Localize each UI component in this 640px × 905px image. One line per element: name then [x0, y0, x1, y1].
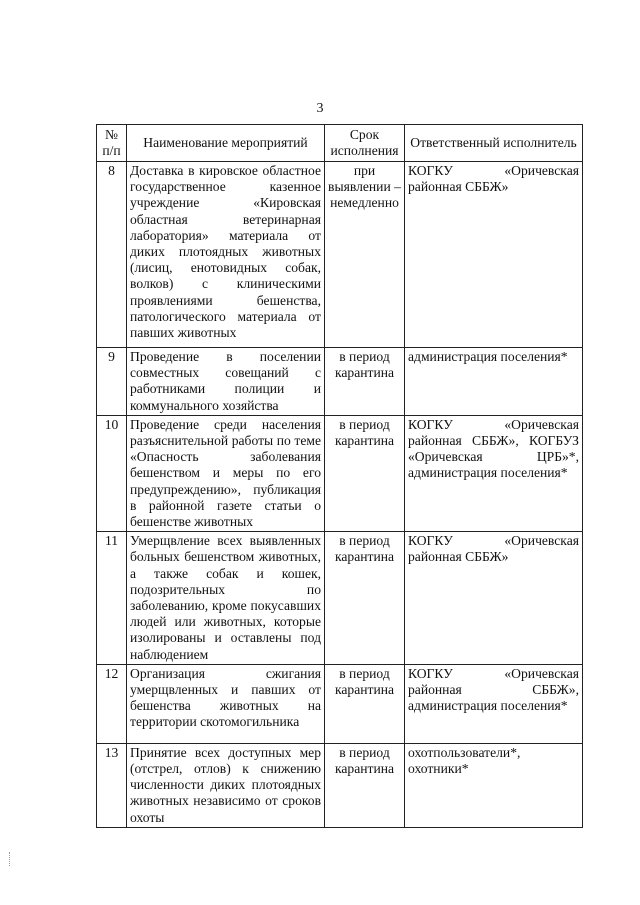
table-row: [97, 348, 583, 416]
responsible: КОГКУ «Оричевская районная СББЖ»: [405, 162, 583, 348]
margin-mark: [9, 852, 11, 866]
table-row: [97, 664, 583, 743]
row-number: 9: [97, 348, 127, 416]
responsible: КОГКУ «Оричевская районная СББЖ», администрация поселения*: [405, 664, 583, 743]
row-number: 12: [97, 664, 127, 743]
row-number: 11: [97, 532, 127, 665]
term: при выявлении – немедленно: [325, 162, 405, 348]
page-number: 3: [316, 101, 324, 116]
term: в период карантина: [325, 664, 405, 743]
header-measure-name: Наименование мероприятий: [127, 125, 325, 162]
table-row: [97, 162, 583, 348]
responsible: КОГКУ «Оричевская районная СББЖ», КОГБУЗ «Оричевская ЦРБ»*, администрация поселения*: [405, 415, 583, 531]
table-row: [97, 532, 583, 665]
responsible: охотпользователи*, охотники*: [405, 743, 583, 827]
header-responsible: Ответственный исполнитель: [405, 125, 583, 162]
term: в период карантина: [325, 532, 405, 665]
responsible: КОГКУ «Оричевская районная СББЖ»: [405, 532, 583, 665]
header-term: Срок исполнения: [325, 125, 405, 162]
responsible: администрация поселения*: [405, 348, 583, 416]
measure-name: Принятие всех доступных мер (отстрел, отлов) к снижению численности диких плотоядных животных независимо от сроков охоты: [127, 743, 325, 827]
table-header-row: [97, 125, 583, 162]
row-number: 8: [97, 162, 127, 348]
term: в период карантина: [325, 743, 405, 827]
row-number: 10: [97, 415, 127, 531]
header-number: № п/п: [97, 125, 127, 162]
measure-name: Проведение в поселении совместных совещаний с работниками полиции и коммунального хозяйства: [127, 348, 325, 416]
row-number: 13: [97, 743, 127, 827]
measure-name: Доставка в кировское областное государственное казенное учреждение «Кировская областная ветеринарная лаборатория» материала от диких плотоядных животных (лисиц, енотовидных собак, волков) с клиническими проявлениями бешенства, патологического материала от павших животных: [127, 162, 325, 348]
table-row: [97, 743, 583, 827]
table-row: [97, 415, 583, 531]
term: в период карантина: [325, 415, 405, 531]
measure-name: Умерщвление всех выявленных больных бешенством животных, а также собак и кошек, подозрительных по заболеванию, кроме покусавших людей или животных, которые изолированы и оставлены под наблюдением: [127, 532, 325, 665]
measure-name: Организация сжигания умерщвленных и павших от бешенства животных на территории скотомогильника: [127, 664, 325, 743]
term: в период карантина: [325, 348, 405, 416]
measure-name: Проведение среди населения разъяснительной работы по теме «Опасность заболевания бешенством и меры по его предупреждению», публикация в районной газете статьи о бешенстве животных: [127, 415, 325, 531]
measures-table: [96, 124, 583, 828]
